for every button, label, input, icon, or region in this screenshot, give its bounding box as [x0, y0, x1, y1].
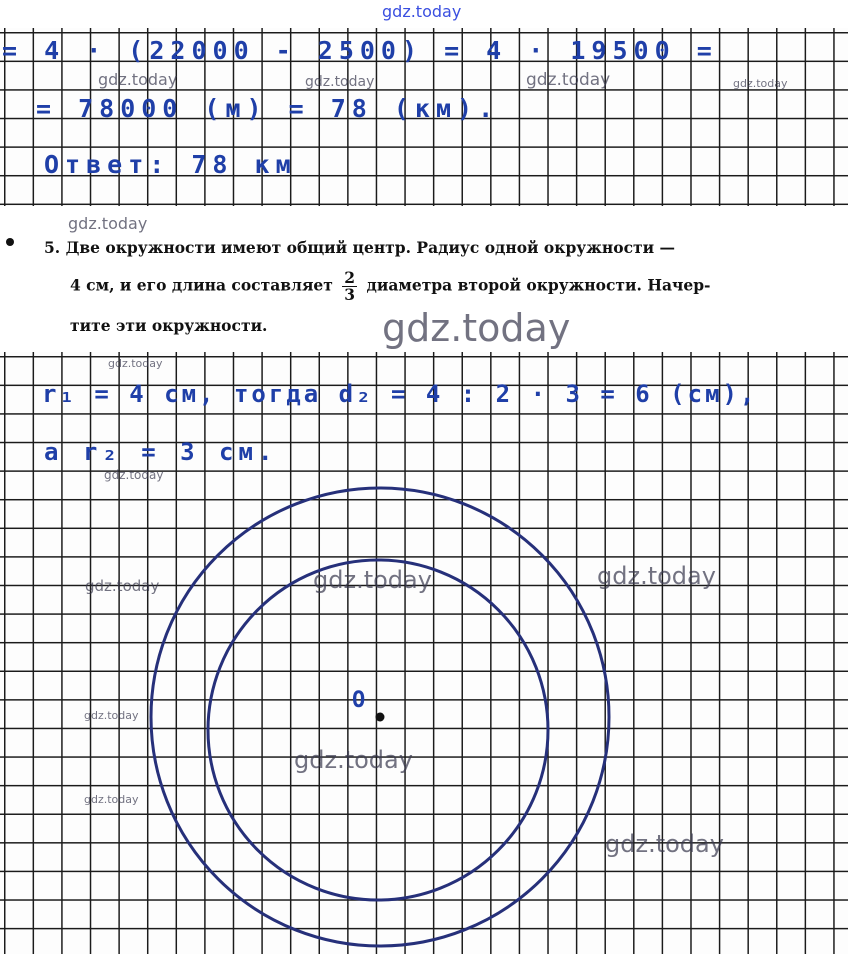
watermark-large: gdz.today: [382, 306, 571, 350]
task-text-2b: диаметра второй окружности. Начер-: [366, 275, 711, 295]
task-line-2: [70, 270, 790, 303]
watermark: gdz.today: [313, 566, 432, 594]
watermark: gdz.today: [733, 77, 788, 90]
watermark: gdz.today: [108, 357, 163, 370]
watermark-top: gdz.today: [382, 2, 462, 21]
fraction-denominator: 3: [344, 285, 356, 304]
task-line-3: [70, 316, 370, 335]
watermark: gdz.today: [68, 214, 148, 233]
watermark: gdz.today: [305, 74, 375, 90]
task-text-3: тите эти окружности.: [70, 316, 268, 335]
watermark: gdz.today: [294, 746, 413, 774]
watermark: gdz.today: [84, 793, 139, 806]
watermark: gdz.today: [526, 70, 611, 90]
task-number: 5.: [44, 238, 61, 257]
center-point: [376, 713, 385, 722]
answer-line: Ответ: 78 км: [44, 150, 297, 179]
watermark: gdz.today: [597, 562, 716, 590]
inner-circle: [208, 560, 548, 900]
watermark: gdz.today: [84, 709, 139, 722]
watermark: gdz.today: [98, 70, 178, 89]
solution-line-2: = 78000 (м) = 78 (км).: [36, 94, 500, 123]
solution-line-1: = 4 · (22000 - 2500) = 4 · 19500 =: [2, 36, 718, 65]
task-text-2a: 4 см, и его длина составляет: [70, 275, 333, 295]
watermark: gdz.today: [104, 468, 164, 482]
concentric-circles-drawing: [0, 352, 848, 954]
task-line-1: [44, 238, 804, 257]
center-label: O: [352, 688, 366, 713]
watermark: gdz.today: [605, 830, 724, 858]
fraction-numerator: 2: [344, 268, 356, 287]
solution-bottom-line-1: r₁ = 4 см, тогда d₂ = 4 : 2 · 3 = 6 (см),: [42, 380, 758, 408]
solution-bottom-line-2: а r₂ = 3 см.: [44, 438, 278, 466]
watermark: gdz.today: [85, 577, 160, 595]
task-text-1: Две окружности имеют общий центр. Радиус одной окружности —: [65, 238, 675, 257]
fraction: [342, 270, 357, 303]
bullet-marker: [6, 238, 14, 246]
